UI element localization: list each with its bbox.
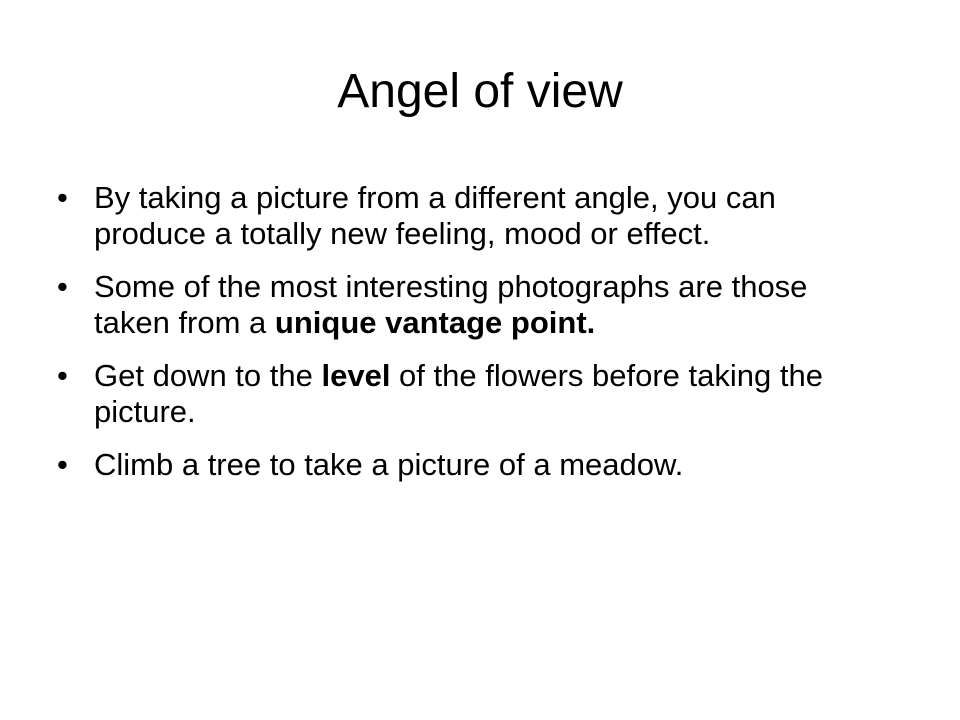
bullet-marker: • — [57, 358, 68, 393]
bullet-item — [57, 180, 877, 252]
bullet-item — [57, 447, 877, 483]
bullet-marker: • — [57, 180, 68, 215]
bullet-marker: • — [57, 447, 68, 482]
slide-title: Angel of view — [337, 65, 623, 118]
bullet-text: Climb a tree to take a picture of a meadow. — [94, 447, 684, 482]
bullet-item — [57, 358, 877, 430]
bullet-text: Get down to the — [94, 358, 322, 393]
bullet-list — [57, 180, 877, 500]
bullet-text: Some of the most interesting photographs are those taken from a — [94, 269, 808, 340]
bullet-text: By taking a picture from a different angle, you can produce a totally new feeling, mood or effect. — [94, 180, 776, 251]
bullet-text: of the flowers before taking the picture. — [94, 358, 823, 429]
bullet-bold-text: unique vantage point. — [274, 305, 596, 340]
bullet-marker: • — [57, 269, 68, 304]
bullet-item — [57, 269, 877, 341]
bullet-bold-text: level — [321, 358, 391, 393]
